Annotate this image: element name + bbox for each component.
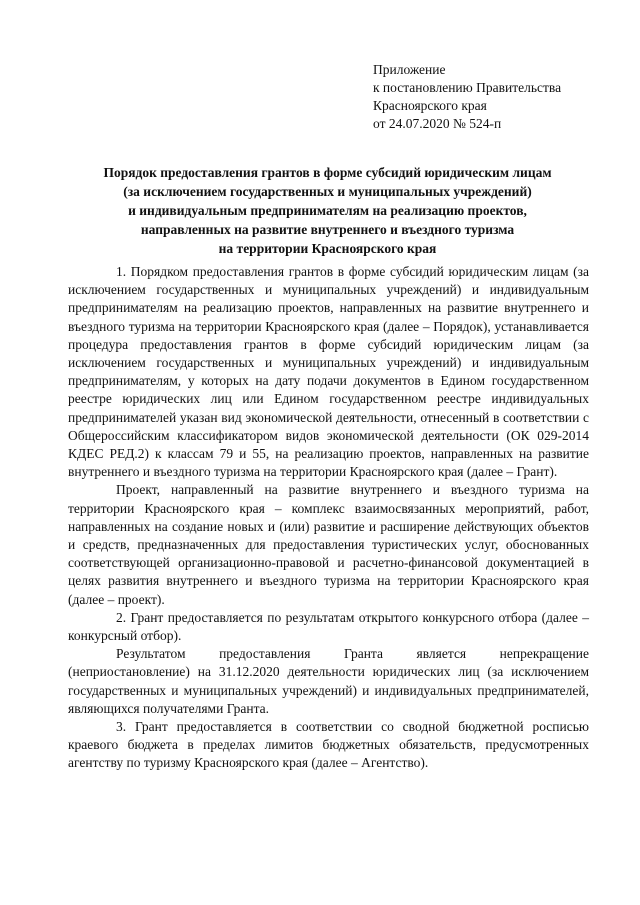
paragraph-3: 2. Грант предоставляется по результатам открытого конкурсного отбора (далее – конкурсный отбор). — [68, 609, 589, 644]
document-body — [68, 263, 589, 773]
attachment-line-4: от 24.07.2020 № 524-п — [373, 116, 502, 131]
title-line-4: направленных на развитие внутреннего и въездного туризма — [140, 222, 515, 237]
title-line-2: (за исключением государственных и муниципальных учреждений) — [123, 184, 532, 199]
attachment-block — [373, 61, 561, 133]
paragraph-1: 1. Порядком предоставления грантов в форме субсидий юридическим лицам (за исключением государственных и муниципальных учреждений) и индивидуальным предпринимателям на реализацию проектов, направленных на развитие внутреннего и въездного туризма на территории Красноярского края (далее – Порядок), устанавливается процедура предоставления грантов в форме субсидий юридическим лицам (за исключением государственных и муниципальных учреждений) и индивидуальным предпринимателям, у которых на дату подачи документов в Едином государственном реестре юридических лиц или Едином государственном реестре индивидуальных предпринимателей указан вид экономической деятельности, отнесенный в соответствии с Общероссийским классификатором видов экономической деятельности (ОК 029-2014 КДЕС РЕД.2) к классам 79 и 55, на реализацию проектов, направленных на развитие внутреннего и въездного туризма на территории Красноярского края (далее – Грант). — [68, 264, 589, 480]
document-title — [70, 163, 585, 258]
title-line-1: Порядок предоставления грантов в форме субсидий юридическим лицам — [103, 165, 552, 180]
attachment-line-2: к постановлению Правительства — [373, 80, 562, 95]
title-line-3: и индивидуальным предпринимателям на реализацию проектов, — [128, 203, 527, 218]
paragraph-5: 3. Грант предоставляется в соответствии со сводной бюджетной росписью краевого бюджета в пределах лимитов бюджетных обязательств, предусмотренных агентству по туризму Красноярского края (далее – Агентство). — [68, 719, 589, 771]
attachment-line-1: Приложение — [373, 62, 446, 77]
paragraph-2: Проект, направленный на развитие внутреннего и въездного туризма на территории Красноярского края – комплекс взаимосвязанных мероприятий, работ, направленных на создание новых и (или) развитие и расширение действующих объектов и средств, предназначенных для предоставления туристических услуг, обоснованных соответствующей организационно-правовой и расчетно-финансовой документацией в целях развития внутреннего и въездного туризма на территории Красноярского края (далее – проект). — [68, 482, 589, 607]
title-line-5: на территории Красноярского края — [218, 241, 437, 256]
paragraph-4: Результатом предоставления Гранта является непрекращение (неприостановление) на 31.12.2020 деятельности юридических лиц (за исключением государственных и муниципальных учреждений) и индивидуальных предпринимателей, являющихся получателями Гранта. — [68, 646, 589, 716]
attachment-line-3: Красноярского края — [373, 98, 487, 113]
